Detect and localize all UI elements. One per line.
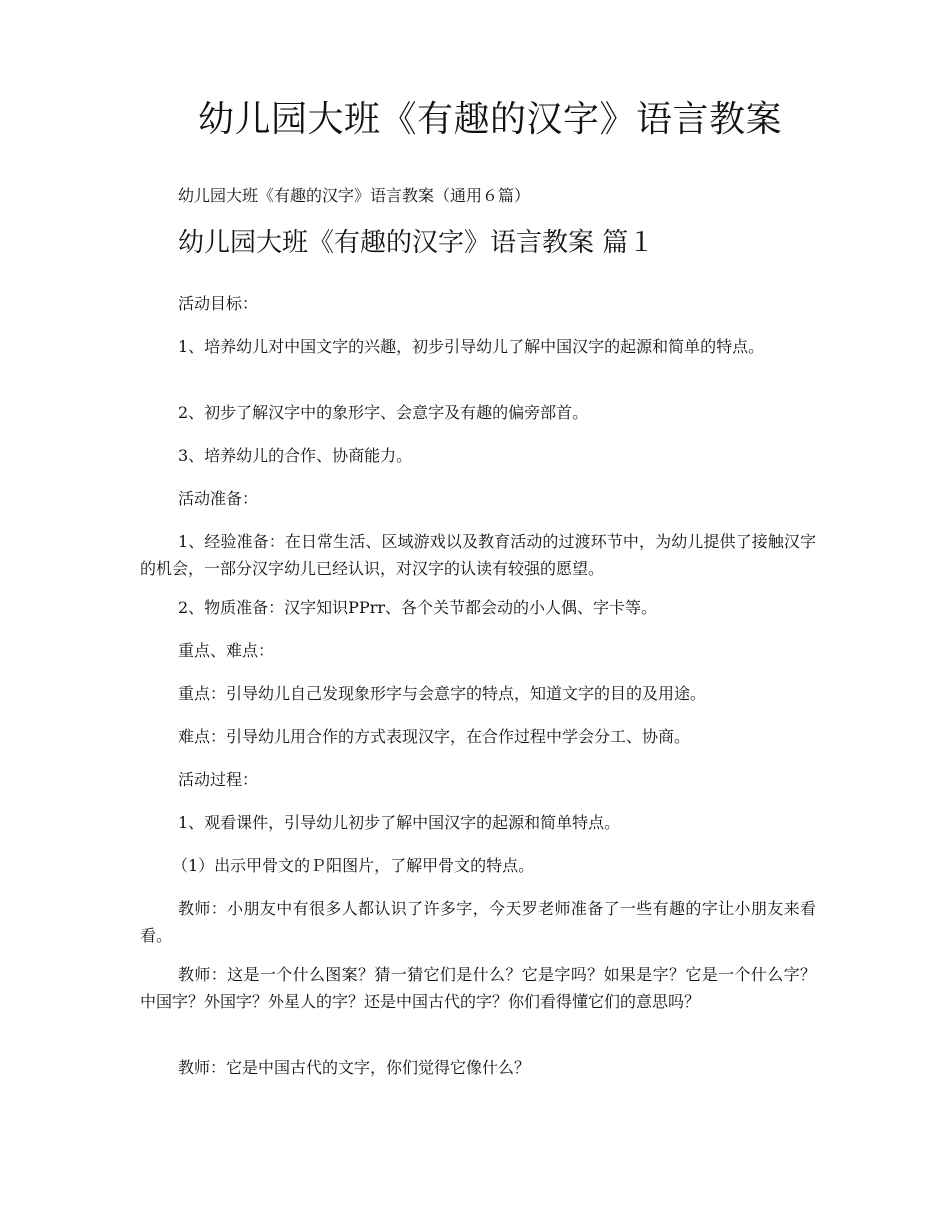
paragraph: 重点：引导幼儿自己发现象形字与会意字的特点，知道文字的目的及用途。 — [178, 684, 707, 703]
paragraph: 教师：这是一个什么图案？猜一猜它们是什么？它是字吗？如果是字？它是一个什么字？中国字？外国字？外星人的字？还是中国古代的字？你们看得懂它们的意思吗？ — [140, 965, 816, 1011]
paragraph: 活动目标： — [178, 294, 259, 313]
section-heading: 幼儿园大班《有趣的汉字》语言教案 篇１ — [178, 228, 655, 258]
paragraph: 活动过程： — [178, 770, 259, 789]
paragraph: 2、物质准备：汉字知识PPrr、各个关节都会动的小人偶、字卡等。 — [178, 598, 658, 617]
document-subtitle: 幼儿园大班《有趣的汉字》语言教案（通用６篇） — [178, 186, 531, 205]
paragraph: 1、观看课件，引导幼儿初步了解中国汉字的起源和简单特点。 — [178, 813, 621, 832]
paragraph: 1、经验准备：在日常生活、区域游戏以及教育活动的过渡环节中，为幼儿提供了接触汉字的机会，一部分汉字幼儿已经认识，对汉字的认读有较强的愿望。 — [140, 532, 816, 578]
paragraph: 2、初步了解汉字中的象形字、会意字及有趣的偏旁部首。 — [178, 403, 589, 422]
document-title: 幼儿园大班《有趣的汉字》语言教案 — [197, 99, 782, 140]
paragraph: 活动准备： — [178, 489, 259, 508]
paragraph: 难点：引导幼儿用合作的方式表现汉字，在合作过程中学会分工、协商。 — [178, 727, 691, 746]
paragraph: 教师：它是中国古代的文字，你们觉得它像什么？ — [178, 1058, 531, 1077]
paragraph: 重点、难点： — [178, 641, 275, 660]
paragraph: 1、培养幼儿对中国文字的兴趣，初步引导幼儿了解中国汉字的起源和简单的特点。 — [178, 337, 765, 356]
paragraph: （1）出示甲骨文的Ｐ阳图片，了解甲骨文的特点。 — [172, 856, 535, 875]
paragraph: 3、培养幼儿的合作、协商能力。 — [178, 446, 413, 465]
paragraph: 教师：小朋友中有很多人都认识了许多字，今天罗老师准备了一些有趣的字让小朋友来看看。 — [140, 899, 816, 945]
